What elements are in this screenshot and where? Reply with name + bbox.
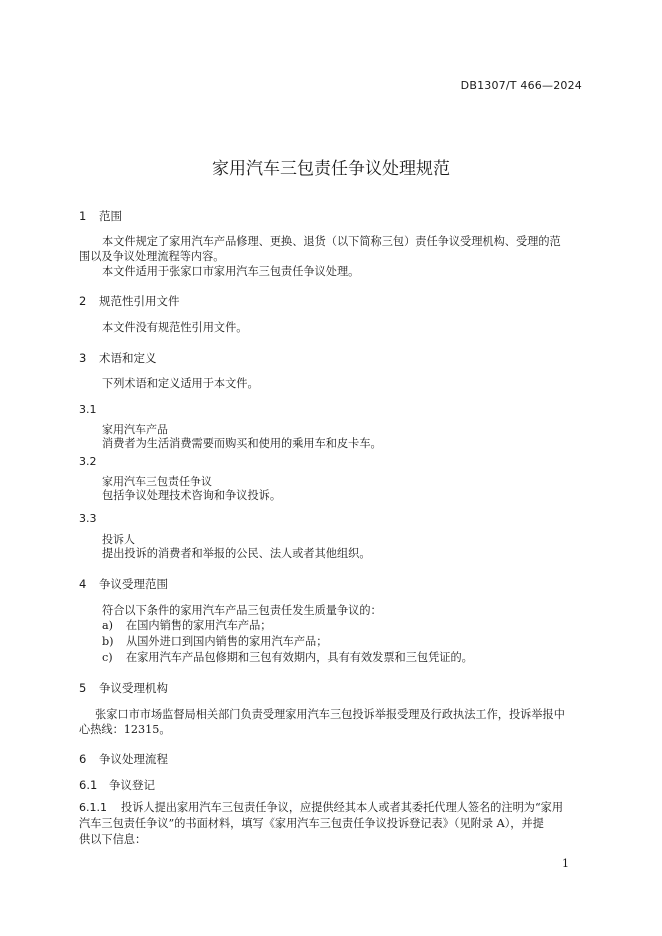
clause-6-1-1-line-1 (79, 800, 563, 816)
list-item-label: b) (102, 635, 114, 648)
section-number: 2 (79, 294, 87, 308)
list-item-label: a) (102, 619, 114, 632)
section-title: 范围 (99, 209, 122, 223)
section-3-paragraph: 下列术语和定义适用于本文件。 (102, 377, 259, 390)
list-item-text: 从国外进口到国内销售的家用汽车产品； (126, 635, 328, 648)
section-4-heading (79, 576, 168, 592)
section-3-heading (79, 350, 157, 366)
section-5-paragraph-line-1: 张家口市市场监督局相关部门负责受理家用汽车三包投诉举报受理及行政执法工作，投诉举报中 (95, 708, 565, 721)
term-name: 家用汽车产品 (102, 423, 168, 436)
section-5-paragraph-line-2: 心热线：12315。 (79, 723, 171, 736)
clause-text: 投诉人提出家用汽车三包责任争议，应提供经其本人或者其委托代理人签名的注明为“家用 (121, 801, 564, 814)
section-1-paragraph-1-line-1: 本文件规定了家用汽车产品修理、更换、退货（以下简称三包）责任争议受理机构、受理的范 (102, 235, 561, 248)
section-number: 4 (79, 577, 87, 591)
section-number: 6 (79, 752, 87, 766)
section-1-paragraph-2: 本文件适用于张家口市家用汽车三包责任争议处理。 (102, 265, 360, 278)
section-4-paragraph: 符合以下条件的家用汽车产品三包责任发生质量争议的： (102, 604, 382, 617)
page-number: 1 (562, 857, 569, 870)
subsection-title: 争议登记 (109, 778, 155, 792)
document-title: 家用汽车三包责任争议处理规范 (212, 159, 450, 179)
clause-6-1-1-line-3: 供以下信息： (79, 833, 147, 846)
list-item-text: 在国内销售的家用汽车产品； (126, 619, 272, 632)
section-1-heading (79, 208, 122, 224)
subsection-6-1-heading (79, 777, 155, 793)
term-definition: 包括争议处理技术咨询和争议投诉。 (102, 489, 282, 502)
term-number: 3.2 (79, 455, 97, 468)
section-title: 术语和定义 (99, 351, 157, 365)
section-title: 规范性引用文件 (99, 294, 180, 308)
list-item-label: c) (102, 651, 113, 664)
term-name: 投诉人 (102, 533, 135, 546)
list-item (102, 650, 473, 666)
section-2-paragraph: 本文件没有规范性引用文件。 (102, 321, 248, 334)
standard-number: DB1307/T 466—2024 (460, 79, 582, 92)
list-item (102, 618, 271, 634)
section-2-heading (79, 293, 180, 309)
clause-number: 6.1.1 (79, 801, 107, 814)
section-6-heading (79, 751, 168, 767)
section-number: 1 (79, 209, 87, 223)
term-number: 3.3 (79, 512, 97, 525)
clause-6-1-1-line-2: 汽车三包责任争议”的书面材料，填写《家用汽车三包责任争议投诉登记表》（见附录 A），并提 (79, 817, 544, 830)
list-item (102, 634, 327, 650)
section-title: 争议处理流程 (99, 752, 168, 766)
section-title: 争议受理机构 (99, 681, 168, 695)
section-number: 5 (79, 681, 87, 695)
term-definition: 消费者为生活消费需要而购买和使用的乘用车和皮卡车。 (102, 437, 382, 450)
list-item-text: 在家用汽车产品包修期和三包有效期内，具有有效发票和三包凭证的。 (126, 651, 473, 664)
term-name: 家用汽车三包责任争议 (102, 475, 212, 488)
term-number: 3.1 (79, 403, 97, 416)
term-definition: 提出投诉的消费者和举报的公民、法人或者其他组织。 (102, 547, 371, 560)
section-5-heading (79, 680, 168, 696)
section-number: 3 (79, 351, 87, 365)
subsection-number: 6.1 (79, 778, 98, 792)
section-1-paragraph-1-line-2: 围以及争议处理流程等内容。 (79, 250, 225, 263)
section-title: 争议受理范围 (99, 577, 168, 591)
